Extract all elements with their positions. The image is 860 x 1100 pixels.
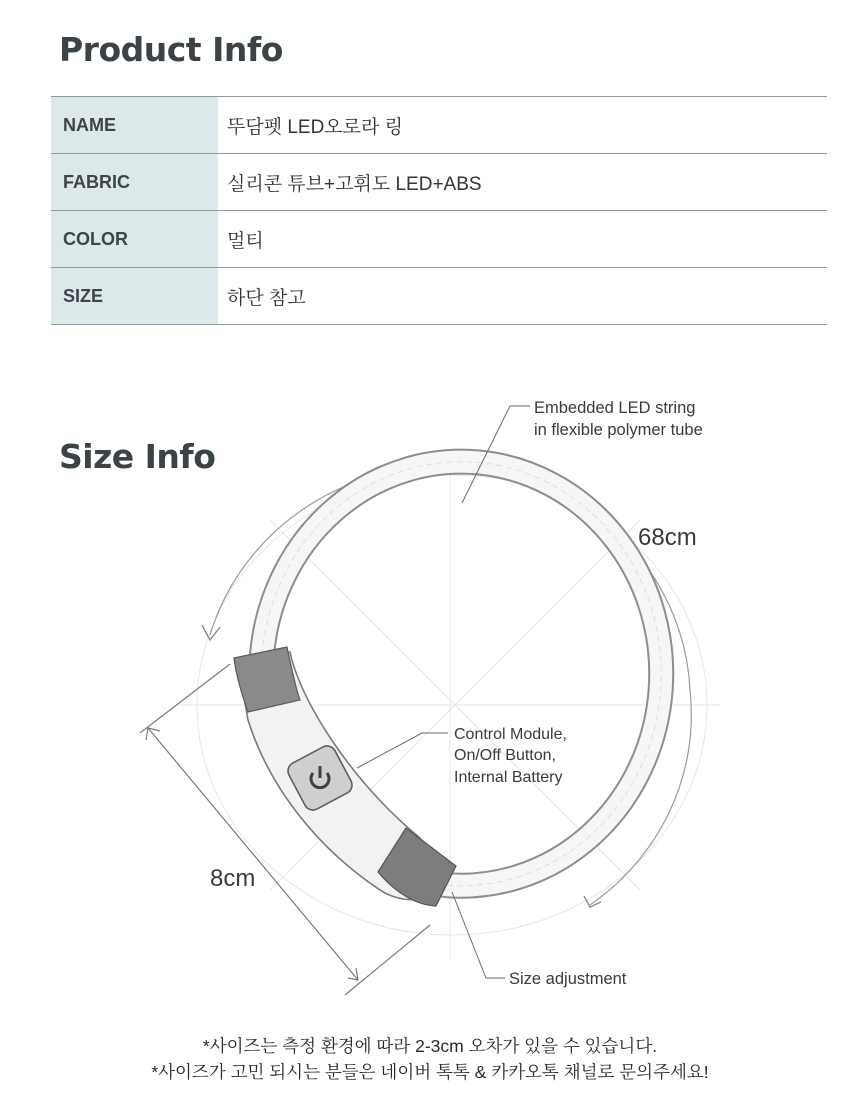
table-row [51,154,827,211]
circumference-arc-lower [590,690,691,905]
row-value-fabric: 실리콘 튜브+고휘도 LED+ABS [218,154,827,211]
led-label-line2: in flexible polymer tube [534,421,703,439]
row-value-name: 뚜담펫 LED오로라 링 [218,97,827,154]
table-row [51,211,827,268]
control-label-line3: Internal Battery [454,769,563,786]
size-info-title: Size Info [59,437,216,476]
row-key-size: SIZE [51,268,218,325]
led-ring-illustration [0,380,860,1020]
control-label-line1: Control Module, [454,726,567,743]
note-line-1: *사이즈는 측정 환경에 따라 2-3cm 오차가 있을 수 있습니다. [202,1036,658,1056]
led-label-line1: Embedded LED string [534,399,696,417]
adjustment-label: Size adjustment [509,970,627,988]
module-length-label: 8cm [210,865,256,892]
circumference-label: 68cm [638,524,697,551]
size-notes [0,1033,860,1085]
row-key-color: COLOR [51,211,218,268]
row-key-fabric: FABRIC [51,154,218,211]
product-info-title: Product Info [59,30,283,69]
table-row [51,268,827,325]
row-key-name: NAME [51,97,218,154]
row-value-size: 하단 참고 [218,268,827,325]
table-row [51,97,827,154]
arrow-head-right [584,896,601,907]
note-line-2: *사이즈가 고민 되시는 분들은 네이버 톡톡 & 카카오톡 채널로 문의주세요! [151,1062,709,1082]
control-label-line2: On/Off Button, [454,747,556,764]
row-value-color: 멀티 [218,211,827,268]
product-info-table [51,96,827,325]
